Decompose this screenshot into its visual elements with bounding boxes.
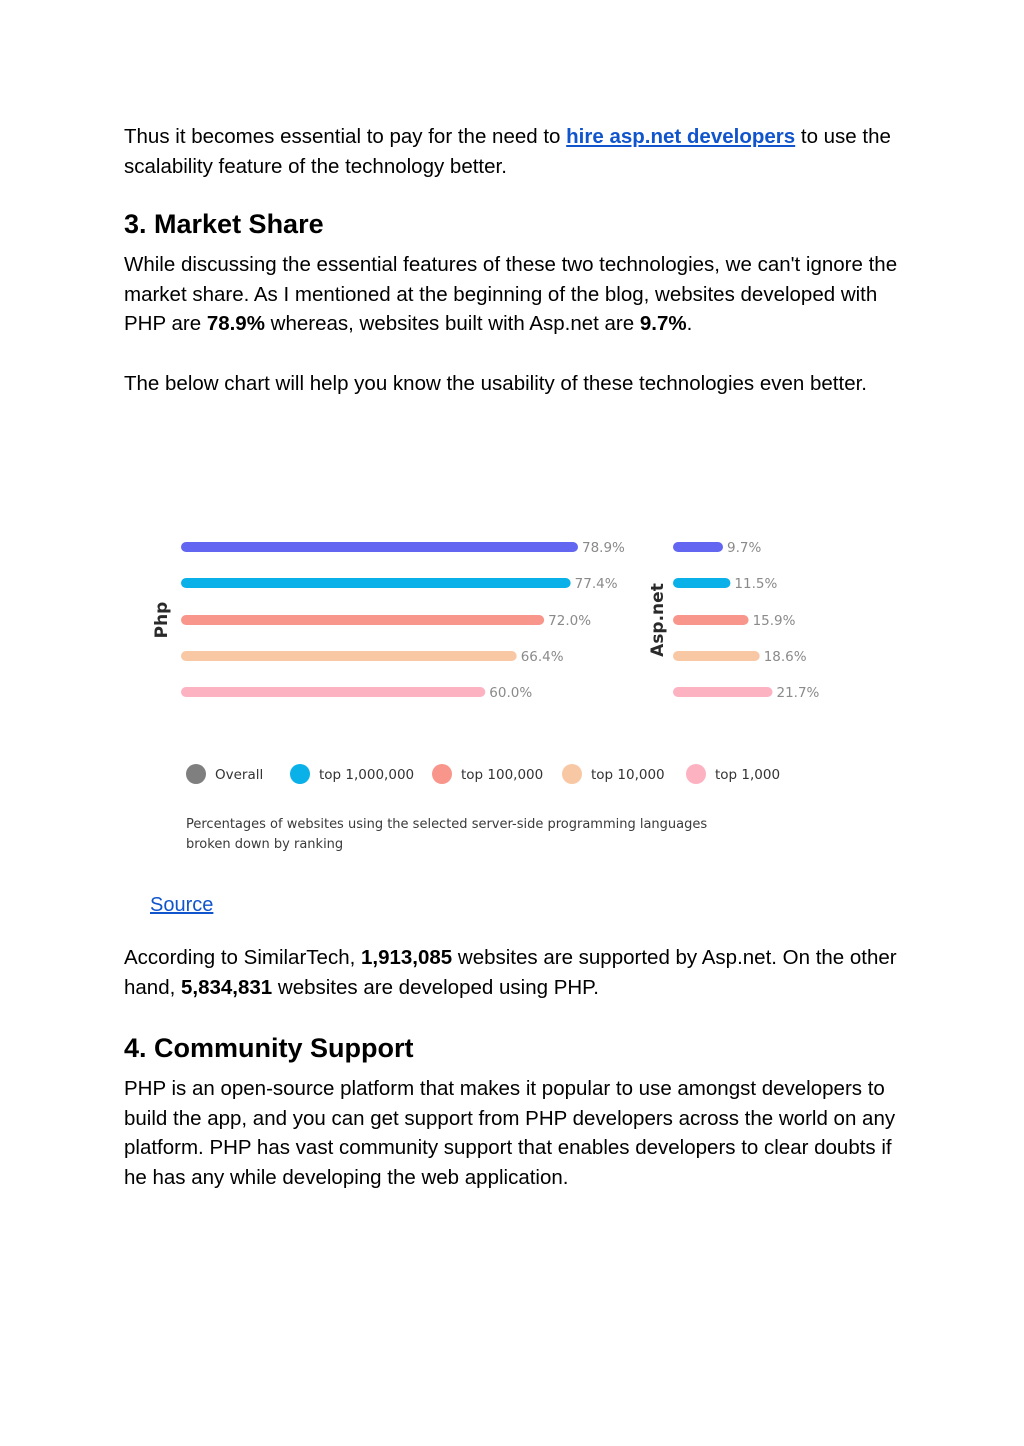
- asp-share-value: 9.7%: [639, 312, 687, 336]
- market-text-a: While discussing the essential features of these two technologies, we can't ignore the market share. As I mentioned at the beginning of the blog, websites developed with PHP are: [124, 253, 898, 336]
- chart-intro-paragraph: The below chart will help you know the usability of these technologies even better.: [124, 371, 867, 395]
- php-bar-label-2: 72.0%: [548, 613, 592, 629]
- legend-marker-2: [432, 764, 452, 784]
- stats-text-b: websites are supported by Asp.net. On the other hand,: [124, 946, 897, 999]
- aspnet-bar-label-2: 15.9%: [752, 613, 796, 629]
- php-panel-label: Php: [152, 601, 172, 639]
- community-support-heading: 4. Community Support: [124, 1033, 414, 1064]
- market-text-b: whereas, websites built with Asp.net are: [264, 312, 640, 336]
- php-bar-label-4: 60.0%: [489, 685, 533, 701]
- stats-paragraph: [124, 943, 914, 1002]
- asp-site-count: 1,913,085: [360, 946, 453, 969]
- chart-caption-line-2: broken down by ranking: [186, 837, 344, 852]
- legend-marker-1: [290, 764, 310, 784]
- php-bar-label-1: 77.4%: [574, 576, 618, 592]
- chart-caption-line-1: Percentages of websites using the selected server-side programming languages: [186, 817, 708, 832]
- php-bar-label-3: 66.4%: [520, 649, 564, 665]
- legend-label-4: top 1,000: [715, 767, 781, 783]
- document-body-lower: [124, 943, 914, 1193]
- source-link[interactable]: Source: [150, 894, 214, 916]
- legend-label-0: Overall: [215, 767, 264, 783]
- aspnet-bar-label-0: 9.7%: [727, 540, 762, 556]
- legend-marker-3: [562, 764, 582, 784]
- community-paragraph: PHP is an open-source platform that makes it popular to use amongst developers to build the app, and you can get support from PHP developers across the world on any platform. PHP has vast community support that enables developers to clear doubts if he has any while developing the web application.: [124, 1077, 896, 1189]
- stats-text-a: According to SimilarTech,: [124, 946, 361, 969]
- stats-text-c: websites are developed using PHP.: [272, 975, 599, 999]
- market-text-c: .: [686, 312, 693, 336]
- market-share-paragraph: [124, 250, 914, 339]
- legend-marker-0: [186, 764, 206, 784]
- aspnet-panel-label: Asp.net: [648, 583, 668, 657]
- legend-marker-4: [686, 764, 706, 784]
- legend-label-2: top 100,000: [461, 767, 544, 783]
- php-share-value: 78.9%: [206, 312, 265, 336]
- aspnet-bar-label-3: 18.6%: [763, 649, 807, 665]
- aspnet-bar-label-1: 11.5%: [734, 576, 778, 592]
- source-container: [150, 892, 213, 918]
- php-bar-label-0: 78.9%: [582, 540, 625, 556]
- market-share-chart: [140, 520, 900, 870]
- document-body: [124, 122, 914, 398]
- php-site-count: 5,834,831: [181, 975, 273, 999]
- intro-paragraph: [124, 122, 914, 181]
- hire-asp-net-developers-link[interactable]: hire asp.net developers: [566, 125, 796, 148]
- intro-text-start: Thus it becomes essential to pay for the need to: [124, 125, 567, 148]
- legend-label-3: top 10,000: [591, 767, 665, 783]
- legend-label-1: top 1,000,000: [319, 767, 415, 783]
- intro-text-end: to use the scalability feature of the technology better.: [124, 125, 891, 178]
- aspnet-bar-label-4: 21.7%: [776, 685, 820, 701]
- market-share-heading: 3. Market Share: [124, 209, 324, 240]
- chart-svg: [140, 520, 900, 870]
